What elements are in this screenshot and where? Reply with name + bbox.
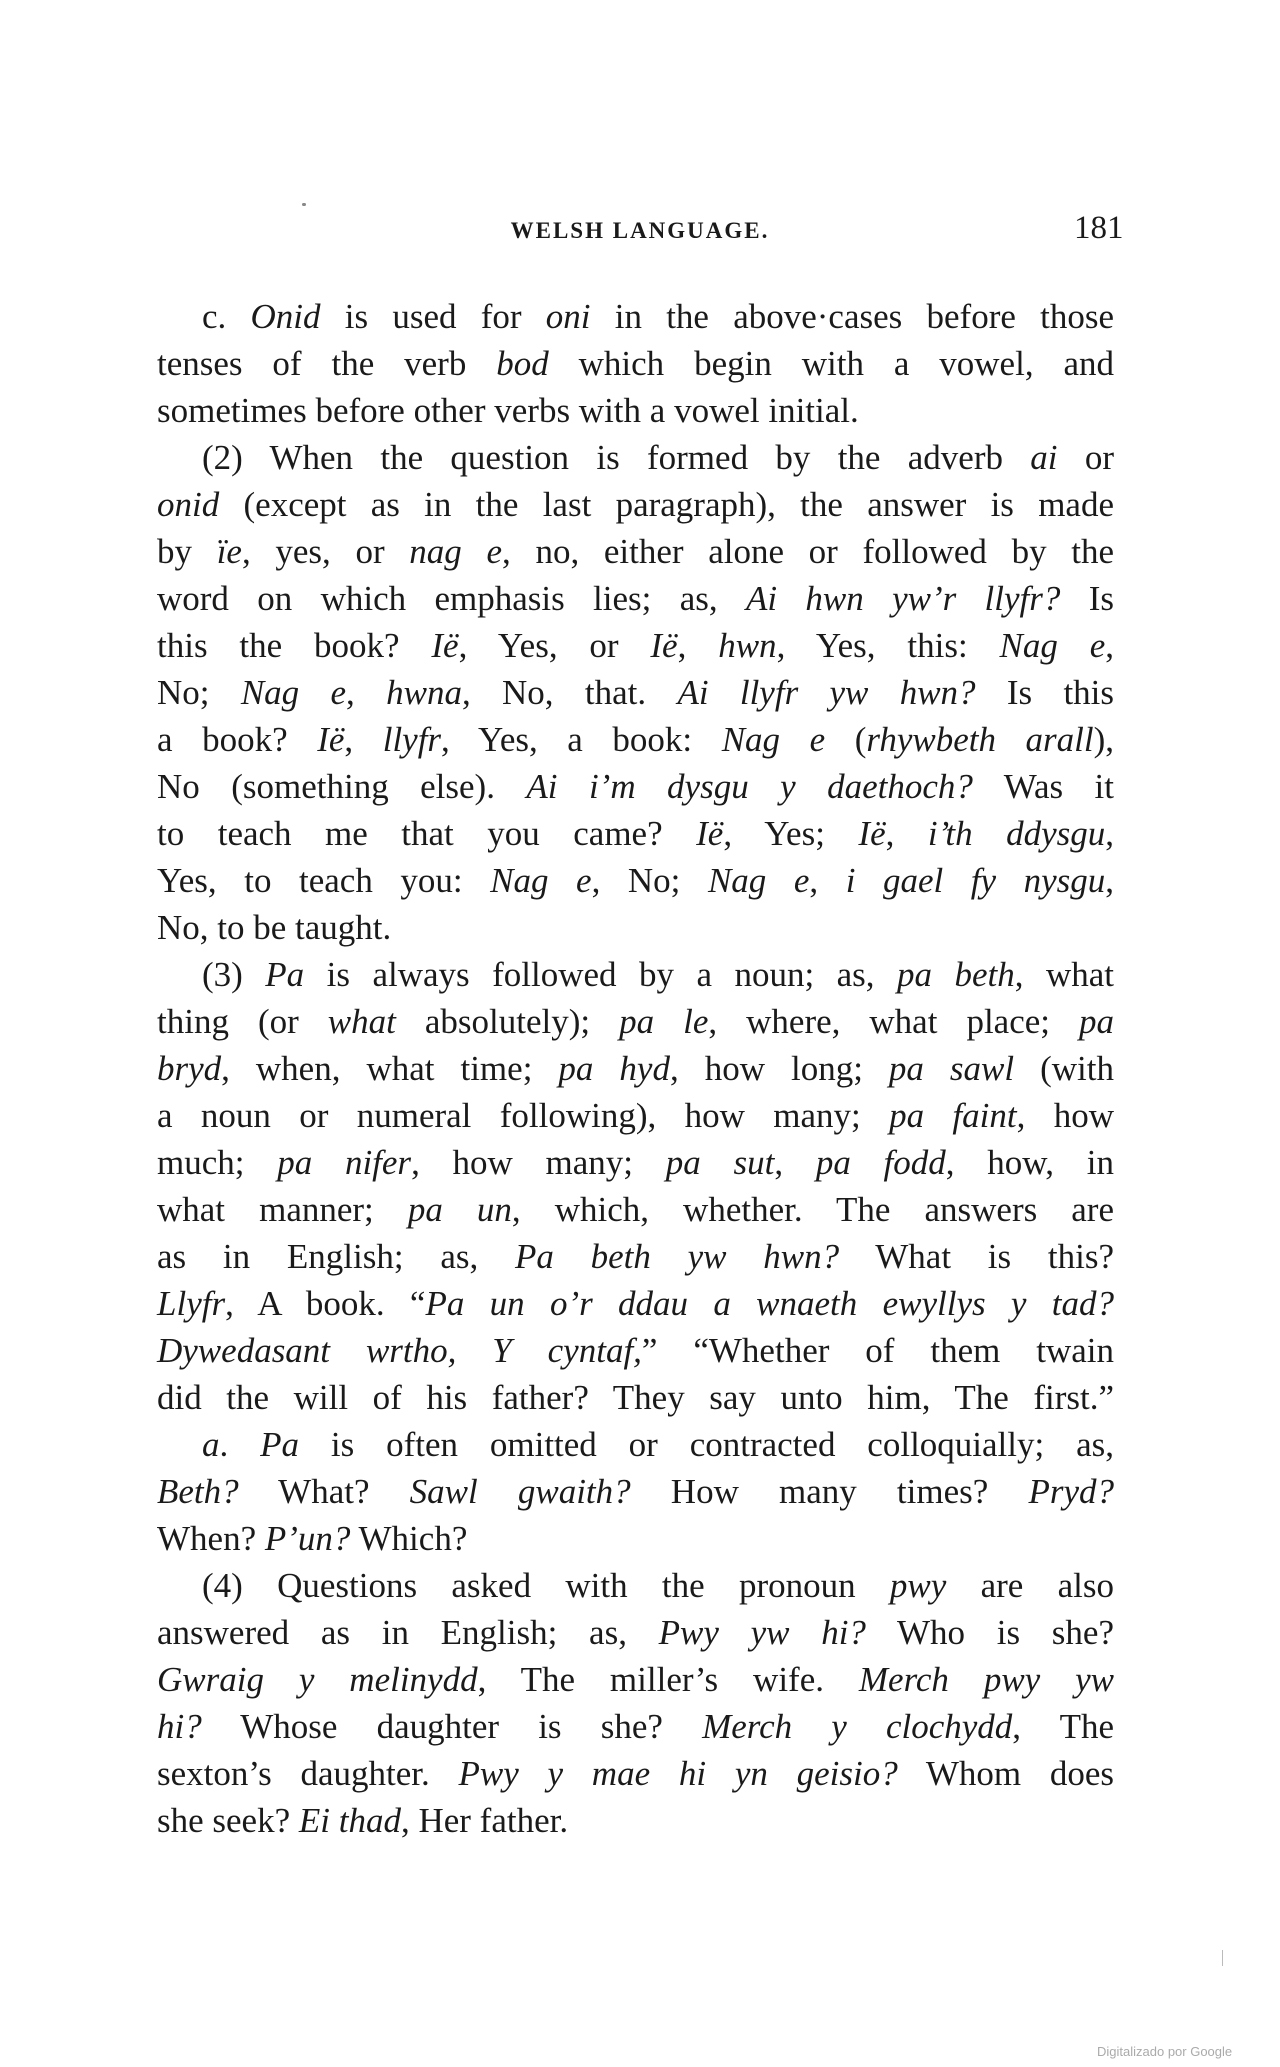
text-run: , which, whether. The answers are (511, 1190, 1114, 1229)
text-run: , how long; (669, 1049, 889, 1088)
italic-text: Onid (250, 297, 321, 336)
italic-text: Pa beth yw hwn? (514, 1237, 840, 1276)
italic-text: Sawl gwaith? (409, 1472, 631, 1511)
italic-text: pa faint (889, 1096, 1017, 1135)
running-head: WELSH LANGUAGE. (510, 218, 770, 243)
scan-speck (302, 203, 306, 206)
italic-text: Llyfr (157, 1284, 226, 1323)
italic-text: i’th ddysgu (927, 814, 1106, 853)
text-run: . (219, 1425, 261, 1464)
text-run: sometimes before other verbs with a vowel initial. (157, 391, 859, 430)
text-run: , Yes; (723, 814, 859, 853)
text-run: (with (1014, 1049, 1114, 1088)
text-run: , where, what place; (708, 1002, 1079, 1041)
italic-text: Nag e (240, 673, 347, 712)
italic-text: pwy (889, 1566, 947, 1605)
text-run: , (346, 673, 387, 712)
italic-text: Ië (858, 814, 886, 853)
text-run: Whose daughter is she? (201, 1707, 703, 1746)
italic-text: rhywbeth arall (866, 720, 1094, 759)
text-run: No (something else). (157, 767, 527, 806)
text-run: , (1105, 814, 1114, 853)
text-line (157, 904, 1114, 951)
italic-text: Pa un o’r ddau a wnaeth ewyllys y tad? (425, 1284, 1114, 1323)
italic-text: Beth? (157, 1472, 239, 1511)
text-run: What is this? (839, 1237, 1114, 1276)
italic-text: nag e (409, 532, 503, 571)
text-run: , A book. “ (225, 1284, 426, 1323)
text-run: How many times? (630, 1472, 1029, 1511)
italic-text: a (202, 1425, 220, 1464)
text-run: When? (157, 1519, 265, 1558)
italic-text: pa le (619, 1002, 709, 1041)
italic-text: hi? (157, 1707, 202, 1746)
text-line (157, 1562, 1114, 1609)
text-line (157, 1797, 1114, 1844)
text-line (157, 669, 1114, 716)
text-run: what manner; (157, 1190, 408, 1229)
text-run: Who is she? (865, 1613, 1114, 1652)
text-line (157, 763, 1114, 810)
italic-text: Ië (431, 626, 459, 665)
text-run: thing (or (157, 1002, 328, 1041)
text-run: , what (1014, 955, 1114, 994)
text-line (157, 481, 1114, 528)
text-run: (except as in the last paragraph), the answer is made (219, 485, 1114, 524)
italic-text: Merch pwy yw (858, 1660, 1114, 1699)
text-run: , how, in (945, 1143, 1114, 1182)
italic-text: Dywedasant wrtho, Y cyntaf, (157, 1331, 642, 1370)
text-run: c. (202, 297, 251, 336)
text-run: Was it (972, 767, 1115, 806)
text-run: , how (1016, 1096, 1114, 1135)
italic-text: Nag e (707, 861, 810, 900)
text-run: ” “Whether of them twain (641, 1331, 1114, 1370)
text-run: What? (238, 1472, 410, 1511)
italic-text: Ië (696, 814, 724, 853)
text-run: Is (1060, 579, 1114, 618)
text-line (157, 1703, 1114, 1750)
text-run: absolutely); (395, 1002, 620, 1041)
text-line (157, 1139, 1114, 1186)
text-line (157, 387, 1114, 434)
italic-text: Nag e (999, 626, 1106, 665)
text-line (157, 1468, 1114, 1515)
italic-text: hwn (718, 626, 777, 665)
text-run: this the book? (157, 626, 432, 665)
text-run: Is this (975, 673, 1115, 712)
text-run: , how many; (411, 1143, 666, 1182)
italic-text: Ai i’m dysgu y daethoch? (526, 767, 973, 806)
text-run: answered as in English; as, (157, 1613, 659, 1652)
text-run: No, to be taught. (157, 908, 392, 947)
italic-text: Pa (265, 955, 305, 994)
italic-text: oni (545, 297, 591, 336)
text-run: No; (157, 673, 241, 712)
text-run: , The (1012, 1707, 1114, 1746)
text-run: (3) (202, 955, 266, 994)
text-run: , (885, 814, 928, 853)
text-run: , yes, or (241, 532, 410, 571)
text-line (157, 1233, 1114, 1280)
text-line (157, 1280, 1114, 1327)
text-line (157, 1327, 1114, 1374)
italic-text: Ai llyfr yw hwn? (677, 673, 976, 712)
text-run: to teach me that you came? (157, 814, 697, 853)
text-run: sexton’s daughter. (157, 1754, 459, 1793)
text-run: , no, either alone or followed by the (502, 532, 1115, 571)
text-run: , Yes, or (458, 626, 651, 665)
text-line (157, 1750, 1114, 1797)
text-run: is used for (320, 297, 546, 336)
italic-text: Pwy yw hi? (658, 1613, 866, 1652)
text-run: ( (825, 720, 867, 759)
text-run: or (1057, 438, 1114, 477)
text-run: , (344, 720, 383, 759)
italic-text: Merch y clochydd (702, 1707, 1013, 1746)
text-run: in the above·cases before those (590, 297, 1114, 336)
italic-text: i gael fy nysgu (845, 861, 1106, 900)
text-line (157, 575, 1114, 622)
text-line (157, 293, 1114, 340)
italic-text: pa hyd (558, 1049, 670, 1088)
text-run: , No, that. (461, 673, 678, 712)
text-run: Whom does (897, 1754, 1114, 1793)
italic-text: Ië (317, 720, 345, 759)
text-run: did the will of his father? They say unto him, The first.” (157, 1378, 1114, 1417)
text-run: is often omitted or contracted colloquially; as, (299, 1425, 1114, 1464)
text-line (157, 857, 1114, 904)
text-line (157, 1186, 1114, 1233)
scan-mark (1222, 1950, 1223, 1966)
italic-text: ïe (216, 532, 242, 571)
text-run: , Yes, this: (776, 626, 1000, 665)
body-text (157, 293, 1114, 1844)
text-run: , Her father. (400, 1801, 569, 1840)
text-line (157, 434, 1114, 481)
italic-text: llyfr (382, 720, 442, 759)
italic-text: Ië (650, 626, 678, 665)
italic-text: bod (496, 344, 549, 383)
text-line (157, 1092, 1114, 1139)
text-run: word on which emphasis lies; as, (157, 579, 746, 618)
text-run: , (1105, 626, 1114, 665)
italic-text: Nag e (490, 861, 592, 900)
italic-text: Nag e (721, 720, 826, 759)
text-run: a book? (157, 720, 318, 759)
text-line (157, 998, 1114, 1045)
text-line (157, 1656, 1114, 1703)
text-run: which begin with a vowel, and (548, 344, 1114, 383)
text-run: by (157, 532, 217, 571)
italic-text: ai (1030, 438, 1058, 477)
italic-text: Pa (260, 1425, 300, 1464)
text-run: Which? (350, 1519, 468, 1558)
text-run: ), (1093, 720, 1115, 759)
italic-text: P’un? (264, 1519, 351, 1558)
text-run: (4) Questions asked with the pronoun (202, 1566, 890, 1605)
text-run: , (677, 626, 719, 665)
italic-text: Pwy y mae hi yn geisio? (458, 1754, 898, 1793)
italic-text: pa nifer (277, 1143, 412, 1182)
text-run: , (809, 861, 846, 900)
italic-text: pa un (407, 1190, 512, 1229)
italic-text: pa (1079, 1002, 1114, 1041)
text-run: , No; (591, 861, 708, 900)
italic-text: what (327, 1002, 396, 1041)
text-run: much; (157, 1143, 278, 1182)
google-watermark: Digitalizado por Google (1097, 2044, 1233, 2059)
text-run: tenses of the verb (157, 344, 497, 383)
text-line (157, 1374, 1114, 1421)
italic-text: pa beth (897, 955, 1015, 994)
italic-text: hwna (386, 673, 462, 712)
text-line (157, 951, 1114, 998)
text-run: as in English; as, (157, 1237, 515, 1276)
text-line (157, 622, 1114, 669)
page-number: 181 (1074, 210, 1124, 246)
text-run: she seek? (157, 1801, 299, 1840)
text-run: are also (946, 1566, 1115, 1605)
text-run: , Yes, a book: (441, 720, 722, 759)
text-line (157, 716, 1114, 763)
text-run: Yes, to teach you: (157, 861, 491, 900)
italic-text: pa fodd (815, 1143, 946, 1182)
italic-text: bryd (157, 1049, 222, 1088)
text-line (157, 340, 1114, 387)
text-line (157, 528, 1114, 575)
italic-text: Ei thad (298, 1801, 401, 1840)
italic-text: onid (157, 485, 220, 524)
text-run: , (774, 1143, 816, 1182)
text-line (157, 1609, 1114, 1656)
italic-text: Ai hwn yw’r llyfr? (745, 579, 1061, 618)
text-run: , (1105, 861, 1114, 900)
text-run: is always followed by a noun; as, (304, 955, 898, 994)
text-run: , when, what time; (221, 1049, 559, 1088)
text-run: , The miller’s wife. (477, 1660, 859, 1699)
italic-text: Gwraig y melinydd (157, 1660, 478, 1699)
italic-text: pa sut (665, 1143, 775, 1182)
text-run: a noun or numeral following), how many; (157, 1096, 890, 1135)
text-line (157, 1045, 1114, 1092)
text-run: (2) When the question is formed by the adverb (202, 438, 1031, 477)
italic-text: Pryd? (1028, 1472, 1114, 1511)
text-line (157, 810, 1114, 857)
italic-text: pa sawl (888, 1049, 1015, 1088)
text-line (157, 1515, 1114, 1562)
text-line (157, 1421, 1114, 1468)
